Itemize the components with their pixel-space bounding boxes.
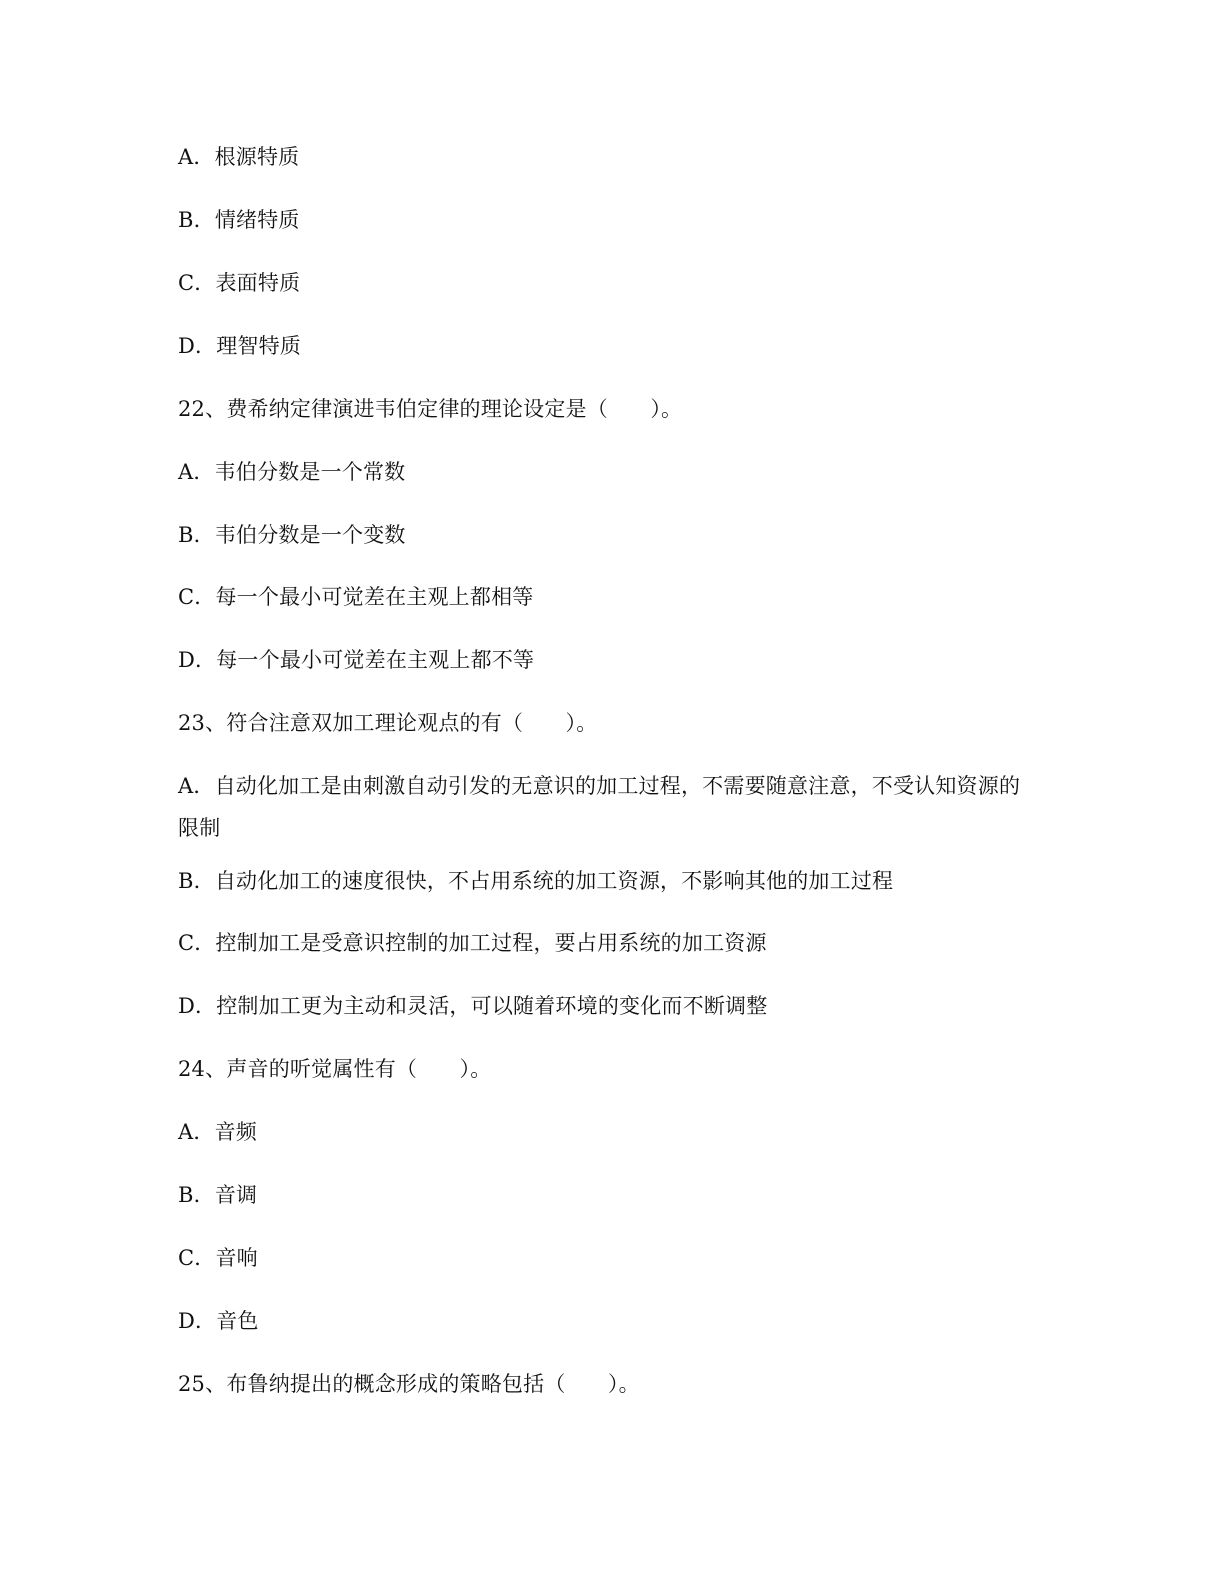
option-line: C．控制加工是受意识控制的加工过程，要占用系统的加工资源	[178, 931, 767, 955]
question-line: 22、费希纳定律演进韦伯定律的理论设定是（ ）。	[178, 397, 683, 421]
option-line: B．情绪特质	[178, 208, 300, 232]
question-line: 23、符合注意双加工理论观点的有（ ）。	[178, 711, 598, 735]
option-line: C．音响	[178, 1246, 258, 1270]
option-line: C．表面特质	[178, 271, 301, 295]
option-line: D．音色	[178, 1309, 259, 1333]
option-line: A．根源特质	[178, 145, 300, 169]
question-line: 25、布鲁纳提出的概念形成的策略包括（ ）。	[178, 1372, 640, 1396]
option-line: A．自动化加工是由刺激自动引发的无意识的加工过程，不需要随意注意，不受认知资源的限制	[178, 774, 1021, 840]
option-line: D．理智特质	[178, 334, 302, 358]
option-line: B．音调	[178, 1183, 258, 1207]
option-line: B．韦伯分数是一个变数	[178, 523, 406, 547]
option-line: A．音频	[178, 1120, 257, 1144]
option-line: D．控制加工更为主动和灵活，可以随着环境的变化而不断调整	[178, 994, 768, 1018]
option-line: C．每一个最小可觉差在主观上都相等	[178, 585, 534, 609]
option-line: B．自动化加工的速度很快，不占用系统的加工资源，不影响其他的加工过程	[178, 869, 894, 893]
option-line: A．韦伯分数是一个常数	[178, 460, 406, 484]
option-line: D．每一个最小可觉差在主观上都不等	[178, 648, 535, 672]
question-line: 24、声音的听觉属性有（ ）。	[178, 1057, 492, 1081]
